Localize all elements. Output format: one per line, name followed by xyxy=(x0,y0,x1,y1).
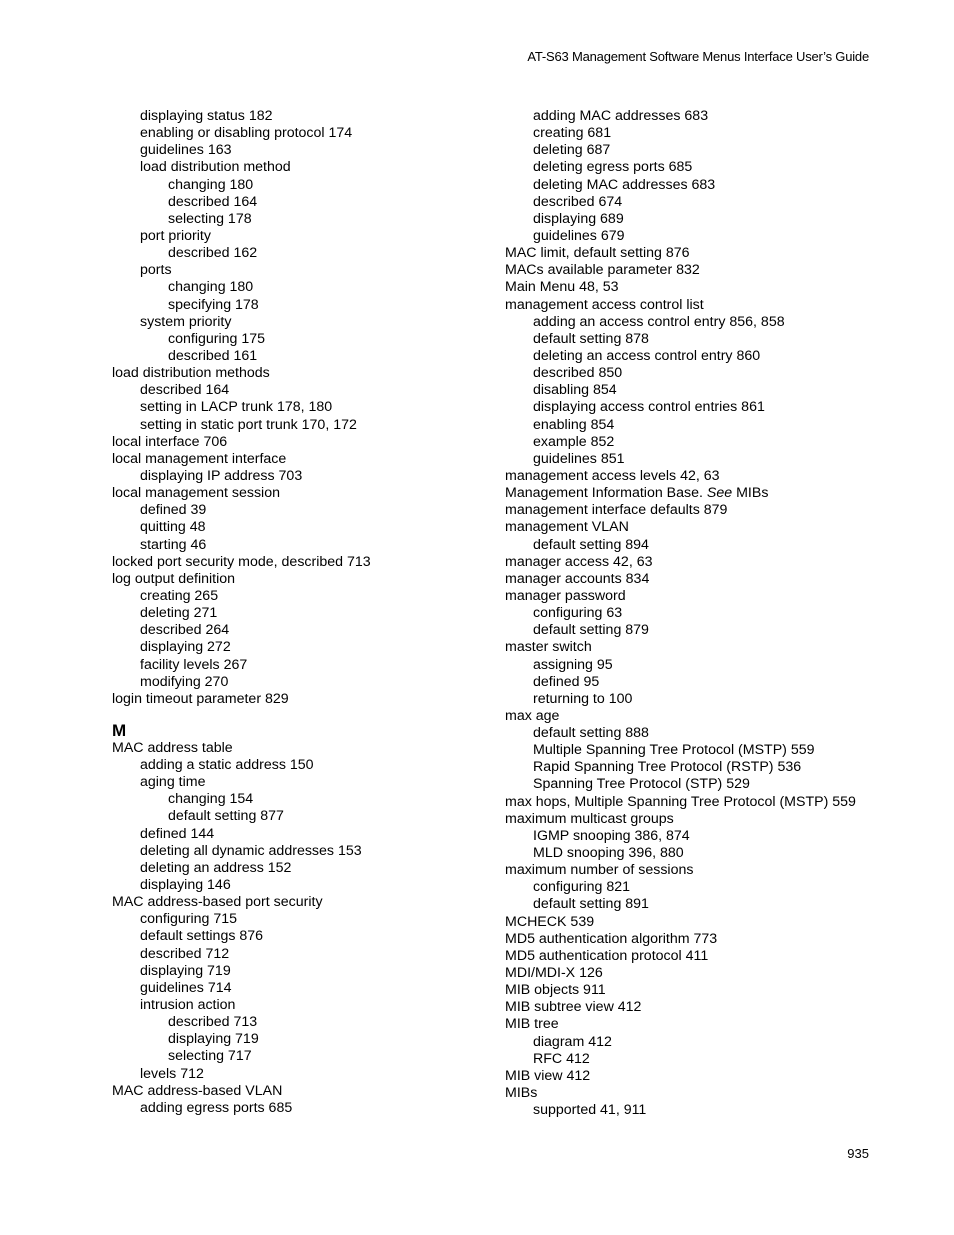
index-subentry: guidelines 714 xyxy=(140,979,232,996)
index-subentry: levels 712 xyxy=(140,1065,204,1082)
index-entry: MAC limit, default setting 876 xyxy=(505,245,690,262)
index-entry: Main Menu 48, 53 xyxy=(505,279,619,296)
index-subentry: disabling 854 xyxy=(533,382,617,399)
index-column-right xyxy=(505,108,895,1119)
index-subentry: deleting MAC addresses 683 xyxy=(533,176,716,193)
index-subentry: adding egress ports 685 xyxy=(140,1099,293,1116)
index-subentry: described 674 xyxy=(533,193,623,210)
index-subentry: displaying IP address 703 xyxy=(140,467,303,484)
index-entry: max age xyxy=(505,707,560,724)
index-subentry: assigning 95 xyxy=(533,656,613,673)
index-entry: log output definition xyxy=(112,570,236,587)
index-subentry: enabling 854 xyxy=(533,416,615,433)
index-subentry: described 713 xyxy=(168,1014,258,1031)
index-entry: MAC address-based VLAN xyxy=(112,1082,283,1099)
index-subentry: starting 46 xyxy=(140,536,207,553)
index-subentry: IGMP snooping 386, 874 xyxy=(533,827,690,844)
index-column-left xyxy=(112,108,512,1117)
index-entry: management access levels 42, 63 xyxy=(505,467,720,484)
index-subentry: defined 39 xyxy=(140,502,207,519)
index-subentry: returning to 100 xyxy=(533,690,633,707)
index-entry: MAC address table xyxy=(112,739,233,756)
index-entry: local management interface xyxy=(112,450,287,467)
index-subentry: example 852 xyxy=(533,433,615,450)
index-entry: MD5 authentication algorithm 773 xyxy=(505,930,718,947)
index-subentry: enabling or disabling protocol 174 xyxy=(140,125,353,142)
index-subentry: supported 41, 911 xyxy=(533,1102,647,1119)
index-subentry: selecting 717 xyxy=(168,1048,252,1065)
page-number: 935 xyxy=(847,1146,869,1161)
index-subentry: creating 681 xyxy=(533,125,612,142)
index-subentry: described 164 xyxy=(168,193,258,210)
index-subentry: guidelines 851 xyxy=(533,450,625,467)
index-subentry: described 850 xyxy=(533,365,623,382)
index-subentry: specifying 178 xyxy=(168,296,259,313)
index-subentry: system priority xyxy=(140,313,232,330)
index-subentry: default setting 878 xyxy=(533,330,649,347)
index-entry: manager accounts 834 xyxy=(505,570,650,587)
index-subentry: port priority xyxy=(140,227,211,244)
index-entry: management interface defaults 879 xyxy=(505,502,728,519)
index-subentry: changing 180 xyxy=(168,176,254,193)
index-subentry: described 712 xyxy=(140,945,230,962)
index-entry: management VLAN xyxy=(505,519,629,536)
index-subentry: adding MAC addresses 683 xyxy=(533,108,709,124)
see-reference: See xyxy=(706,485,733,502)
index-subentry: displaying 272 xyxy=(140,639,231,656)
index-subentry: MLD snooping 396, 880 xyxy=(533,845,684,862)
index-subentry: default settings 876 xyxy=(140,928,264,945)
index-subentry: described 264 xyxy=(140,622,230,639)
index-entry: manager password xyxy=(505,587,626,604)
index-entry: master switch xyxy=(505,639,592,656)
index-entry: MIB objects 911 xyxy=(505,982,606,999)
index-subentry: adding an access control entry 856, 858 xyxy=(533,313,785,330)
index-entry: MACs available parameter 832 xyxy=(505,262,700,279)
index-entry: maximum number of sessions xyxy=(505,862,694,879)
index-subentry: diagram 412 xyxy=(533,1033,612,1050)
index-subentry: configuring 63 xyxy=(533,605,623,622)
index-subentry: creating 265 xyxy=(140,587,219,604)
index-entry: local interface 706 xyxy=(112,433,228,450)
index-subentry: defined 144 xyxy=(140,825,215,842)
index-entry: MIB view 412 xyxy=(505,1067,591,1084)
index-subentry: deleting an access control entry 860 xyxy=(533,347,761,364)
index-subentry: deleting egress ports 685 xyxy=(533,159,693,176)
index-entry: max hops, Multiple Spanning Tree Protocol (MSTP) 559 xyxy=(505,793,856,810)
index-subentry: displaying access control entries 861 xyxy=(533,399,765,416)
index-subentry: setting in LACP trunk 178, 180 xyxy=(140,399,333,416)
index-subentry: changing 154 xyxy=(168,791,254,808)
index-subentry: changing 180 xyxy=(168,279,254,296)
running-header: AT-S63 Management Software Menus Interface User’s Guide xyxy=(527,49,869,64)
index-entry: login timeout parameter 829 xyxy=(112,690,289,707)
index-subentry: quitting 48 xyxy=(140,519,206,536)
index-subentry: deleting all dynamic addresses 153 xyxy=(140,842,362,859)
index-entry: load distribution methods xyxy=(112,365,270,382)
index-subentry: default setting 894 xyxy=(533,536,649,553)
index-subentry: described 164 xyxy=(140,382,230,399)
index-subentry: default setting 877 xyxy=(168,808,284,825)
index-subentry: displaying 719 xyxy=(140,962,231,979)
index-subentry: described 161 xyxy=(168,347,258,364)
index-subentry: aging time xyxy=(140,774,206,791)
index-subentry: displaying 689 xyxy=(533,210,624,227)
index-entry-text: Management Information Base. xyxy=(505,485,703,502)
index-entry: maximum multicast groups xyxy=(505,810,674,827)
index-subentry: intrusion action xyxy=(140,997,236,1014)
index-subentry: configuring 821 xyxy=(533,879,631,896)
index-subentry: facility levels 267 xyxy=(140,656,248,673)
index-subentry: guidelines 679 xyxy=(533,227,625,244)
index-subentry: Multiple Spanning Tree Protocol (MSTP) 559 xyxy=(533,742,815,759)
index-subentry: default setting 879 xyxy=(533,622,649,639)
index-entry: management access control list xyxy=(505,296,704,313)
index-subentry: Spanning Tree Protocol (STP) 529 xyxy=(533,776,750,793)
index-subentry: configuring 175 xyxy=(168,330,266,347)
index-subentry: deleting 687 xyxy=(533,142,611,159)
see-target: MIBs xyxy=(736,485,769,502)
index-entry: MIBs xyxy=(505,1085,538,1102)
index-subentry: ports xyxy=(140,262,172,279)
index-subentry: load distribution method xyxy=(140,159,291,176)
index-entry xyxy=(505,485,895,502)
index-subentry: setting in static port trunk 170, 172 xyxy=(140,416,357,433)
index-letter-heading: M xyxy=(112,720,127,740)
index-subentry: adding a static address 150 xyxy=(140,757,314,774)
index-subentry: modifying 270 xyxy=(140,673,229,690)
index-subentry: default setting 888 xyxy=(533,725,649,742)
index-entry: MAC address-based port security xyxy=(112,894,323,911)
index-subentry: guidelines 163 xyxy=(140,142,232,159)
index-entry: MIB subtree view 412 xyxy=(505,999,642,1016)
index-subentry: default setting 891 xyxy=(533,896,649,913)
index-subentry: displaying status 182 xyxy=(140,108,273,124)
index-subentry: RFC 412 xyxy=(533,1050,590,1067)
index-entry: locked port security mode, described 713 xyxy=(112,553,371,570)
index-subentry: defined 95 xyxy=(533,673,600,690)
index-entry: MDI/MDI-X 126 xyxy=(505,965,603,982)
index-subentry: Rapid Spanning Tree Protocol (RSTP) 536 xyxy=(533,759,802,776)
index-subentry: described 162 xyxy=(168,245,258,262)
index-subentry: selecting 178 xyxy=(168,210,252,227)
index-subentry: displaying 719 xyxy=(168,1031,259,1048)
index-entry: local management session xyxy=(112,485,280,502)
index-entry: MCHECK 539 xyxy=(505,913,595,930)
index-subentry: deleting an address 152 xyxy=(140,859,292,876)
index-subentry: displaying 146 xyxy=(140,877,231,894)
index-entry: MIB tree xyxy=(505,1016,559,1033)
index-entry: MD5 authentication protocol 411 xyxy=(505,947,709,964)
index-subentry: deleting 271 xyxy=(140,605,218,622)
index-subentry: configuring 715 xyxy=(140,911,238,928)
index-entry: manager access 42, 63 xyxy=(505,553,653,570)
